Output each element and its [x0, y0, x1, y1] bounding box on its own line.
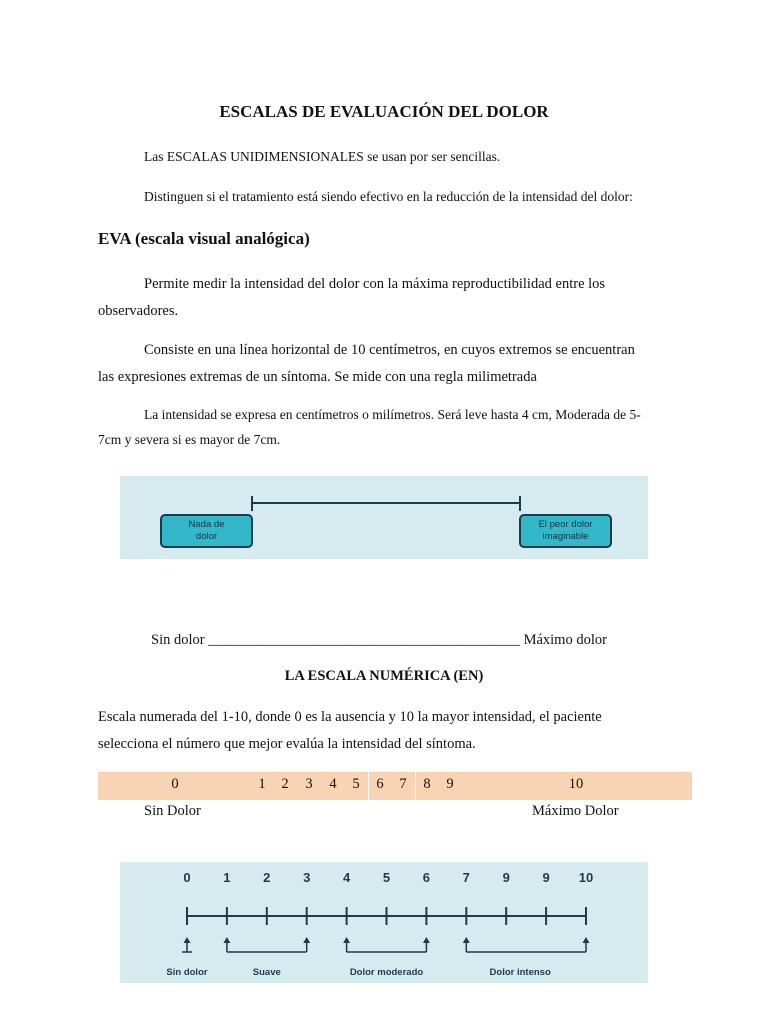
en-number-7: 7: [399, 776, 407, 792]
eva-paragraph-3-line-1: La intensidad se expresa en centímetros o milímetros. Será leve hasta 4 cm, Moderada de 5-: [144, 407, 641, 422]
numeric-scale-number: 10: [578, 870, 594, 885]
en-right-label: Máximo Dolor: [532, 803, 619, 819]
en-number-2: 2: [281, 776, 289, 792]
en-paragraph-line-2: selecciona el número que mejor evalúa la intensidad del síntoma.: [98, 736, 476, 752]
arrow-head: [184, 937, 191, 943]
numeric-scale-figure: [120, 862, 648, 983]
numeric-scale-number: 6: [422, 870, 431, 885]
numeric-scale-number: 0: [183, 870, 191, 885]
en-number-1: 1: [258, 776, 266, 792]
eva-paragraph-3-line-2: 7cm y severa si es mayor de 7cm.: [98, 432, 281, 447]
arrow-head: [303, 937, 310, 943]
en-number-row: [98, 772, 692, 800]
en-number-0: 0: [171, 776, 179, 792]
numeric-scale-label: Suave: [252, 967, 281, 978]
en-heading: LA ESCALA NUMÉRICA (EN): [284, 668, 484, 684]
en-paragraph-line-1: Escala numerada del 1-10, donde 0 es la ausencia y 10 la mayor intensidad, el paciente: [98, 709, 602, 725]
numeric-scale-label: Sin dolor: [166, 967, 208, 978]
numeric-scale-number: 2: [263, 870, 271, 885]
arrow-head: [463, 937, 470, 943]
eva-paragraph-2-line-1: Consiste en una línea horizontal de 10 centímetros, en cuyos extremos se encuentran: [144, 342, 635, 358]
en-number-3: 3: [305, 776, 313, 792]
numeric-scale-number: 3: [303, 870, 311, 885]
eva-left-label: Nada de dolor: [160, 514, 253, 548]
page-title: ESCALAS DE EVALUACIÓN DEL DOLOR: [219, 102, 549, 121]
en-number-4: 4: [329, 776, 337, 792]
numeric-scale-label: Dolor moderado: [349, 967, 424, 978]
en-left-label: Sin Dolor: [144, 803, 201, 819]
numeric-scale-number: 9: [542, 870, 550, 885]
numeric-scale-number: 5: [382, 870, 391, 885]
arrow-head: [583, 937, 590, 943]
en-number-8: 8: [423, 776, 431, 792]
en-number-6: 6: [376, 776, 384, 792]
arrow-head: [223, 937, 230, 943]
en-number-5: 5: [352, 776, 360, 792]
en-number-9: 9: [446, 776, 454, 792]
intro-paragraph-2: Distinguen si el tratamiento está siendo efectivo en la reducción de la intensidad del dolor:: [144, 189, 633, 204]
intro-paragraph-1: Las ESCALAS UNIDIMENSIONALES se usan por ser sencillas.: [144, 149, 501, 164]
numeric-scale-label: Dolor intenso: [489, 967, 551, 978]
eva-heading: EVA (escala visual analógica): [98, 229, 310, 248]
arrow-head: [343, 937, 350, 943]
arrow-head: [423, 937, 430, 943]
numeric-scale-number: 4: [342, 870, 351, 885]
eva-paragraph-1-line-2: observadores.: [98, 303, 179, 319]
eva-figure: [120, 476, 648, 559]
eva-paragraph-1-line-1: Permite medir la intensidad del dolor con la máxima reproductibilidad entre los: [144, 276, 606, 292]
numeric-scale-number: 1: [223, 870, 231, 885]
eva-right-label: El peor dolor imaginable: [519, 514, 612, 548]
numeric-scale-svg: [120, 862, 648, 983]
en-number-10: 10: [568, 776, 584, 792]
numeric-scale-number: 7: [462, 870, 470, 885]
eva-paragraph-2-line-2: las expresiones extremas de un síntoma. Se mide con una regla milimetrada: [98, 369, 537, 385]
eva-text-scale: Sin dolor ___________________________________________ Máximo dolor: [151, 632, 607, 648]
numeric-scale-number: 9: [502, 870, 510, 885]
